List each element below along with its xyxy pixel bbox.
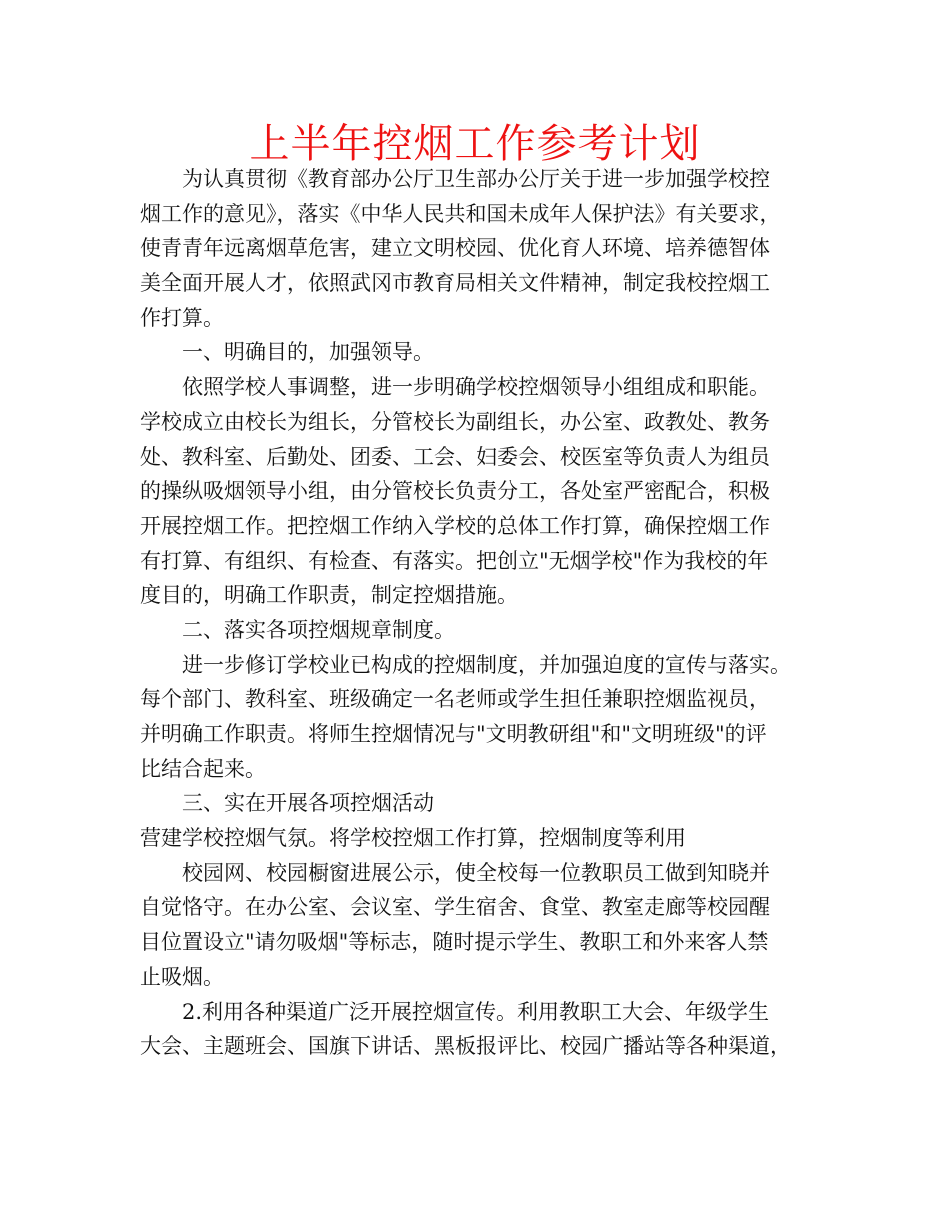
body-line: 比结合起来。 xyxy=(140,756,266,781)
section-heading: 三、实在开展各项控烟活动 xyxy=(182,791,434,816)
body-line: 烟工作的意见》，落实《中华人民共和国未成年人保护法》有关要求， xyxy=(140,201,781,226)
body-line: 目位置设立"请勿吸烟"等标志，随时提示学生、教职工和外来客人禁 xyxy=(140,930,769,955)
body-line: 进一步修订学校业已构成的控烟制度，并加强迫度的宣传与落实。 xyxy=(182,652,791,677)
body-line: 2.利用各种渠道广泛开展控烟宣传。利用教职工大会、年级学生 xyxy=(182,999,770,1024)
section-heading: 二、落实各项控烟规章制度。 xyxy=(182,617,455,642)
body-line: 止吸烟。 xyxy=(140,964,224,989)
body-line: 的操纵吸烟领导小组，由分管校长负责分工，各处室严密配合，积极 xyxy=(140,479,770,504)
body-line: 使青青年远离烟草危害，建立文明校园、优化育人环境、培养德智体 xyxy=(140,236,770,261)
body-line: 学校成立由校长为组长，分管校长为副组长，办公室、政教处、教务 xyxy=(140,409,770,434)
body-line: 作打算。 xyxy=(140,305,224,330)
body-line: 营建学校控烟气氛。将学校控烟工作打算，控烟制度等利用 xyxy=(140,826,686,851)
body-line: 校园网、校园橱窗进展公示，使全校每一位教职员工做到知晓并 xyxy=(182,860,770,885)
body-line: 为认真贯彻《教育部办公厅卫生部办公厅关于进一步加强学校控 xyxy=(182,167,770,191)
section-heading: 一、明确目的，加强领导。 xyxy=(182,340,434,365)
document-body xyxy=(140,162,830,1064)
body-line: 处、教科室、后勤处、团委、工会、妇委会、校医室等负责人为组员 xyxy=(140,444,770,469)
document-title: 上半年控烟工作参考计划 xyxy=(249,121,701,167)
body-line: 依照学校人事调整，进一步明确学校控烟领导小组组成和职能。 xyxy=(182,375,770,400)
body-line: 美全面开展人才，依照武冈市教育局相关文件精神，制定我校控烟工 xyxy=(140,271,770,296)
body-line: 大会、主题班会、国旗下讲话、黑板报评比、校园广播站等各种渠道， xyxy=(140,1034,791,1059)
body-line: 有打算、有组织、有检查、有落实。把创立"无烟学校"作为我校的年 xyxy=(140,548,769,573)
body-line: 自觉恪守。在办公室、会议室、学生宿舍、食堂、教室走廊等校园醒 xyxy=(140,895,770,920)
body-line: 并明确工作职责。将师生控烟情况与"文明教研组"和"文明班级"的评 xyxy=(140,722,767,746)
body-line: 度目的，明确工作职责，制定控烟措施。 xyxy=(140,583,518,608)
body-line: 开展控烟工作。把控烟工作纳入学校的总体工作打算，确保控烟工作 xyxy=(140,513,770,538)
body-line: 每个部门、教科室、班级确定一名老师或学生担任兼职控烟监视员， xyxy=(140,687,770,712)
